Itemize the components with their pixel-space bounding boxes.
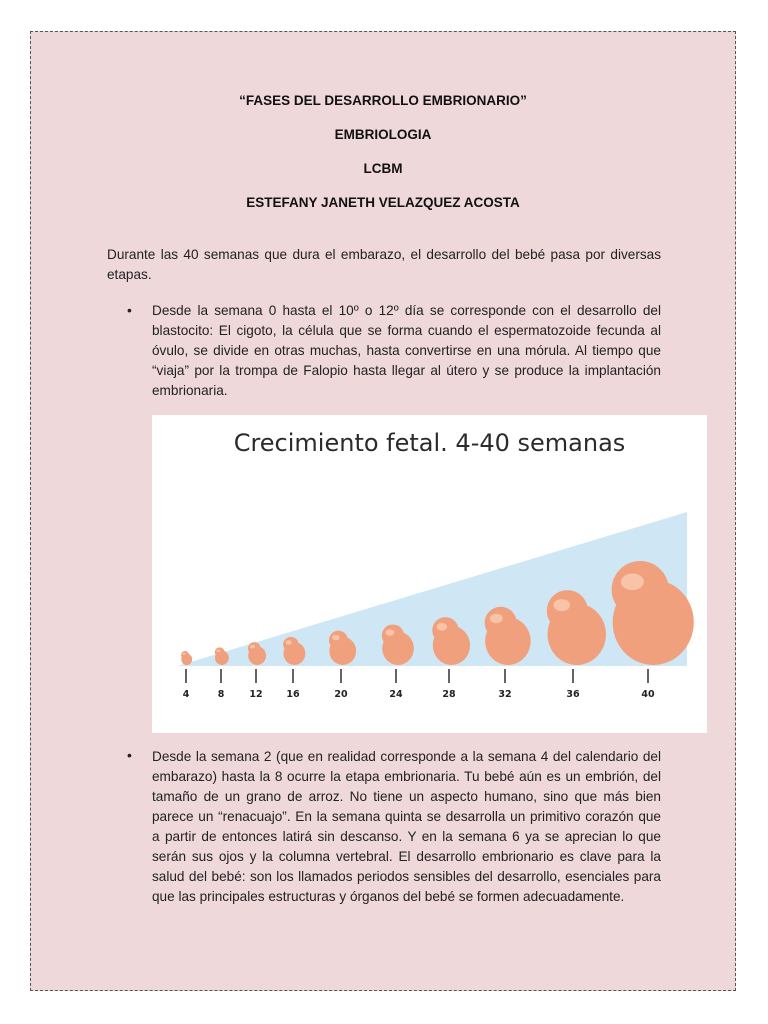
fetus-head [248, 642, 261, 655]
fetus-highlight [554, 599, 570, 611]
week-label-32: 32 [498, 689, 512, 700]
fetus-highlight [216, 649, 220, 652]
fetus-highlight [182, 653, 185, 655]
week-label-28: 28 [442, 689, 456, 700]
fetus-head [547, 590, 588, 631]
fetal-growth-figure [152, 415, 707, 733]
week-label-40: 40 [641, 689, 655, 700]
figure-title: Crecimiento fetal. 4-40 semanas [233, 429, 626, 457]
fetus-head [432, 617, 458, 643]
fetus-week-12 [248, 642, 266, 700]
fetus-highlight [490, 614, 503, 623]
fetus-head [215, 647, 225, 657]
fetus-head [382, 624, 404, 646]
bullet-text-blastocyst: Desde la semana 0 hasta el 10º o 12º día se corresponde con el desarrollo del blastocito: El cigoto, la célula que se forma cuando el espermatozoide fecunda al óvulo, se divide en otras muchas, hasta convertirse en una mórula. Al tiempo que “viaja” por la trompa de Falopio hasta llegar al útero y se produce la implantación embrionaria. [152, 303, 661, 398]
fetus-head [181, 651, 189, 659]
document-title: “FASES DEL DESARROLLO EMBRIONARIO” [239, 93, 527, 108]
fetus-week-8 [215, 647, 229, 700]
fetus-head [283, 637, 298, 652]
fetus-week-4 [181, 651, 192, 700]
week-label-20: 20 [334, 689, 348, 700]
fetus-highlight [250, 645, 255, 649]
intro-paragraph: Durante las 40 semanas que dura el embarazo, el desarrollo del bebé pasa por diversas etapas. [107, 247, 661, 282]
week-label-12: 12 [249, 689, 263, 700]
fetus-week-16 [283, 637, 305, 700]
fetus-head [612, 561, 669, 618]
course-name: EMBRIOLOGIA [334, 127, 432, 142]
fetus-head [329, 631, 348, 650]
bullet-text-embryonic-stage: Desde la semana 2 (que en realidad corresponde a la semana 4 del calendario del embarazo) hasta la 8 ocurre la etapa embrionaria. Tu bebé aún es un embrión, del tamaño de un grano de arroz. No tiene un aspecto humano, sino que más bien parece un “renacuajo”. En la semana quinta se desarrolla un primitivo corazón que a partir de entonces latirá sin descanso. Y en la semana 6 ya se aprecian lo que serán sus ojos y la columna vertebral. El desarrollo embrionario es clave para la salud del bebé: son los llamados periodos sensibles del desarrollo, esenciales para que las principales estructuras y órganos del bebé se formen adecuadamente. [152, 749, 661, 904]
week-label-4: 4 [182, 689, 190, 700]
fetus-highlight [332, 635, 340, 640]
program-name: LCBM [363, 161, 403, 176]
fetus-head [485, 607, 517, 639]
fetus-highlight [385, 629, 394, 635]
bullet-marker: • [127, 302, 132, 318]
fetal-growth-illustration [152, 415, 707, 733]
fetus-highlight [437, 623, 448, 631]
document-page [30, 31, 736, 991]
bullet-marker: • [127, 747, 132, 763]
author-name: ESTEFANY JANETH VELAZQUEZ ACOSTA [246, 195, 520, 210]
fetus-highlight [621, 573, 644, 590]
week-label-8: 8 [217, 689, 225, 700]
week-label-24: 24 [389, 689, 403, 700]
fetus-highlight [286, 640, 292, 644]
week-label-36: 36 [566, 689, 580, 700]
week-label-16: 16 [286, 689, 300, 700]
title-block [31, 94, 735, 230]
